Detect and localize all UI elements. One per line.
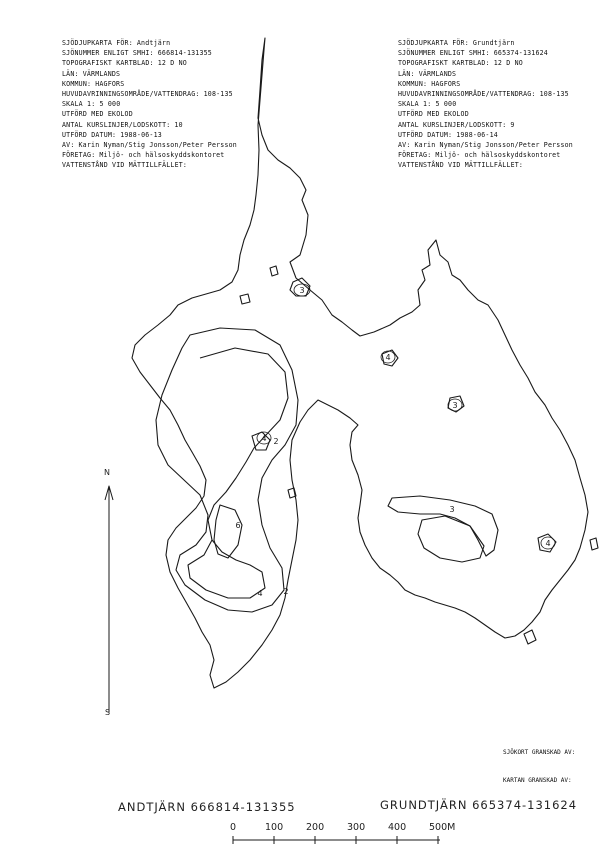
info-label: SJÖNUMMER ENLIGT SMHI: bbox=[62, 49, 154, 58]
info-label: FÖRETAG: bbox=[398, 151, 432, 160]
scale-tick-label: 200 bbox=[306, 822, 325, 833]
signature-block bbox=[503, 748, 575, 786]
andtjarn-island bbox=[270, 266, 278, 276]
info-label: UTFÖRD DATUM: bbox=[398, 130, 453, 139]
scale-tick-label: 0 bbox=[230, 822, 237, 833]
grundtjarn-depth-label: 3 bbox=[452, 401, 458, 410]
andtjarn-depth-label: 6 bbox=[235, 521, 241, 530]
info-label: KOMMUN: bbox=[398, 79, 428, 88]
info-label: UTFÖRD MED EKOLOD bbox=[62, 110, 133, 119]
info-label: UTFÖRD DATUM: bbox=[62, 130, 117, 139]
info-label: ANTAL KURSLINJER/LODSKOTT: bbox=[62, 120, 171, 129]
info-value: 12 D NO bbox=[493, 59, 523, 68]
info-value: 1988-06-13 bbox=[120, 130, 162, 139]
signature-line-2: KARTAN GRANSKAD AV: bbox=[503, 777, 572, 784]
andtjarn-depth-label: 4 bbox=[261, 434, 267, 443]
andtjarn-depth-label: 3 bbox=[299, 286, 305, 295]
grundtjarn-name: GRUNDTJÄRN 665374-131624 bbox=[380, 798, 578, 812]
info-label: SKALA 1: 5 000 bbox=[398, 100, 457, 109]
info-label: TOPOGRAFISKT KARTBLAD: bbox=[398, 59, 490, 68]
andtjarn-contour-6 bbox=[214, 505, 242, 558]
grundtjarn-depth-label: 4 bbox=[385, 353, 391, 362]
scale-tick-label: 100 bbox=[265, 822, 284, 833]
info-value: VÄRMLANDS bbox=[418, 69, 457, 78]
andtjarn-name: ANDTJÄRN 666814-131355 bbox=[118, 800, 296, 814]
scale-tick-label: 400 bbox=[388, 822, 407, 833]
north-arrow bbox=[105, 486, 113, 712]
info-label: UTFÖRD MED EKOLOD bbox=[398, 110, 469, 119]
grundtjarn-contour-3 bbox=[388, 496, 498, 556]
signature-line-1: SJÖKORT GRANSKAD AV: bbox=[503, 749, 576, 756]
andtjarn-depth-label: 4 bbox=[257, 589, 263, 598]
info-label: HUVUDAVRINNINGSOMRÅDE/VATTENDRAG: bbox=[398, 89, 536, 98]
andtjarn-island bbox=[240, 294, 250, 304]
info-label: SJÖNUMMER ENLIGT SMHI: bbox=[398, 49, 490, 58]
info-value: 9 bbox=[510, 120, 515, 129]
info-value: Andtjärn bbox=[136, 39, 171, 47]
info-value: 665374-131624 bbox=[493, 49, 548, 58]
andtjarn-depth-label: 2 bbox=[283, 587, 289, 596]
scale-tick-label: 500M bbox=[429, 822, 456, 833]
info-value: HAGFORS bbox=[431, 79, 461, 88]
grundtjarn-inner-shoal bbox=[418, 516, 484, 562]
info-label: TOPOGRAFISKT KARTBLAD: bbox=[62, 59, 154, 68]
info-label: LÄN: bbox=[398, 69, 415, 78]
andtjarn-contour-2 bbox=[156, 328, 298, 612]
andtjarn-shoreline bbox=[132, 38, 588, 688]
info-value: Miljö- och hälsoskyddskontoret bbox=[435, 151, 561, 160]
info-label: ANTAL KURSLINJER/LODSKOTT: bbox=[398, 120, 507, 129]
info-label: SJÖDJUPKARTA FÖR: bbox=[62, 39, 133, 47]
info-value: 108-135 bbox=[539, 89, 569, 98]
info-value: 666814-131355 bbox=[157, 49, 212, 58]
info-value: Grundtjärn bbox=[472, 39, 515, 47]
grundtjarn-depth-label: 4 bbox=[545, 539, 551, 548]
info-label: LÄN: bbox=[62, 69, 79, 78]
info-label: VATTENSTÅND VID MÄTTILLFÄLLET: bbox=[62, 161, 188, 170]
scale-bar bbox=[233, 836, 440, 844]
info-value: Miljö- och hälsoskyddskontoret bbox=[99, 151, 225, 160]
info-label: KOMMUN: bbox=[62, 79, 92, 88]
info-value: 12 D NO bbox=[157, 59, 187, 68]
grundtjarn-island bbox=[524, 630, 536, 644]
grundtjarn-island bbox=[590, 538, 598, 550]
grundtjarn-depth-label: 3 bbox=[449, 505, 455, 514]
south-label: S bbox=[105, 708, 111, 717]
info-value: 1988-06-14 bbox=[456, 130, 498, 139]
info-label: VATTENSTÅND VID MÄTTILLFÄLLET: bbox=[398, 161, 524, 170]
north-label: N bbox=[104, 468, 110, 477]
info-label: SKALA 1: 5 000 bbox=[62, 100, 121, 109]
andtjarn-island bbox=[288, 488, 296, 498]
info-label: AV: bbox=[62, 140, 75, 149]
info-label: AV: bbox=[398, 140, 411, 149]
info-label: SJÖDJUPKARTA FÖR: bbox=[398, 39, 469, 47]
info-value: Karin Nyman/Stig Jonsson/Peter Persson bbox=[78, 140, 237, 149]
info-value: 10 bbox=[174, 120, 183, 129]
info-value: HAGFORS bbox=[95, 79, 125, 88]
andtjarn-depth-label: 2 bbox=[273, 437, 279, 446]
info-value: VÄRMLANDS bbox=[82, 69, 121, 78]
info-label: FÖRETAG: bbox=[62, 151, 96, 160]
info-label: HUVUDAVRINNINGSOMRÅDE/VATTENDRAG: bbox=[62, 89, 200, 98]
info-value: Karin Nyman/Stig Jonsson/Peter Persson bbox=[414, 140, 573, 149]
scale-tick-label: 300 bbox=[347, 822, 366, 833]
info-value: 108-135 bbox=[203, 89, 233, 98]
